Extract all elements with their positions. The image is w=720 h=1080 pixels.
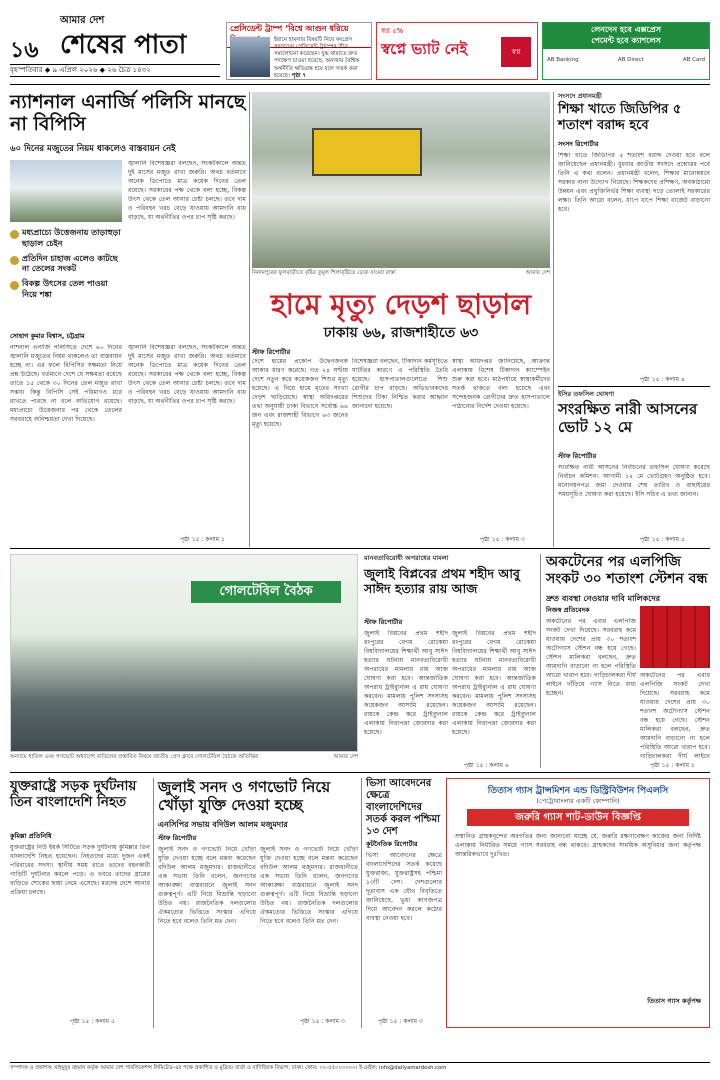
truck-shape (312, 128, 422, 176)
lpg-byline: নিজস্ব প্রতিবেদক (546, 606, 590, 614)
lpg-subhead: দ্রুত ব্যবস্থা নেওয়ার দাবি মালিকদের (546, 594, 661, 603)
masthead-rule (10, 84, 710, 85)
lpg-cylinders-photo (640, 606, 710, 668)
ad-bank-item: AB Banking (547, 57, 579, 63)
lead2-body-col2: বিশেষজ্ঞরা বলছেন, টিকাদান কর্মসূচিতে ঘাটতির কারণে এ পরিস্থিতি তৈরি হয়েছে। হাসপাতালগুলোতে শিশু রোগীর চাপ বাড়ছে। অভিভাবকদের শিশুদের টিকা নিশ্চিত করার আহ্বান জানানো হয়েছে। (352, 358, 448, 410)
ad-vat[interactable] (376, 22, 538, 80)
teaser-page-ref: পৃষ্ঠা ৭ (291, 72, 307, 79)
lead1-photo (10, 160, 122, 222)
gas-company-sub: (পেট্রোবাংলার একটি কোম্পানি) (536, 797, 620, 806)
teaser-headline: প্রেসিডেন্ট ট্রাম্প ‘বিশ্বে আগুন ধরিয়ে (227, 23, 371, 48)
photo1-caption: নিনামপুরের ফুলবাড়ীতে বৃষ্টির তুমুল শিলাবৃষ্টিতে ঢেকে যাওয়া রাস্তা (252, 270, 396, 276)
col-divider (361, 778, 362, 1028)
section-rule (10, 772, 710, 773)
gas-notice-body: সম্মানিত গ্রাহকবৃন্দের অবগতির জন্য জানানো যাচ্ছে যে, জরুরি রক্ষণাবেক্ষণ কাজের জন্য নির্দিষ্ট এলাকায় নির্ধারিত সময়ে গ্যাস সরবরাহ বন্ধ থাকবে। গ্রাহকদের সাময়িক অসুবিধার জন্য কর্তৃপক্ষ আন্তরিকভাবে দুঃখিত। (455, 833, 701, 859)
ad-bank-item: AB Direct (617, 57, 644, 63)
teaser-photo (230, 37, 270, 77)
lead2-headline[interactable]: হামে মৃত্যু দেড়শ ছাড়াল (270, 288, 532, 321)
brand-title: শেষের পাতা (60, 30, 187, 60)
lead2-subhead: ঢাকায় ৬৬, রাজশাহীতে ৬৩ (323, 325, 479, 341)
roundtable-photo (10, 554, 358, 752)
visa-page-ref[interactable]: পৃষ্ঠা ১৫ : কলাম ৩ (378, 1018, 423, 1025)
lead1-page-ref[interactable]: পৃষ্ঠা ১৫ : কলাম ১ (180, 536, 225, 543)
lead1-subhead: ৬০ দিনের মজুতের নিয়ম ধাকলেও বাস্তবায়ন নেই (10, 144, 176, 154)
page-number: ১৬ (10, 38, 39, 63)
section-rule (558, 386, 710, 387)
lead1-byline: সোহাগ কুমার বিশ্বাস, চট্টগ্রাম (10, 332, 85, 340)
gas-shutdown-ad[interactable] (446, 778, 710, 1028)
lead1-headline[interactable]: ন্যাশনাল এনার্জি পলিসি মানছে না বিপিসি (10, 91, 246, 135)
photo2-credit: আমার দেশ (333, 754, 358, 760)
gas-company: তিতাস গ্যাস ট্রান্সমিশন এন্ড ডিস্ট্রিবিউশন পিএলসি (487, 786, 669, 796)
ad-bank-line1: লেনদেন হবে এক্সপ্রেস (590, 25, 662, 34)
july-page-ref[interactable]: পৃষ্ঠা ১৫ : কলাম ৩ (300, 1018, 345, 1025)
lead1-body-col1: নাশনাল এনার্জি পলিসিতে দেশে ৬০ দিনের জ্বালানি মজুতের নিয়ম থাকলেও তা বাস্তবায়ন হচ্ছে না। এর ফলে বিপিসির সক্ষমতা নিয়ে প্রশ্ন উঠেছে। বর্তমানে দেশে যে সক্ষমতা রয়েছে তাতে ১৫ থেকে ৩০ দিনের তেল মজুত রাখা সম্ভব। কিন্তু বিপিসি সেই পরিমাণও ধরে রাখতে পারছে না বলে অভিযোগ রয়েছে। মধ্যপ্রাচ্যে উত্তেজনার পর থেকে তেলের সরবরাহে অনিশ্চয়তা দেখা দিয়েছে। (10, 344, 122, 423)
ad-bank-line2: পেমেন্ট হবে ক্যাশলেস (591, 35, 661, 45)
col-divider (249, 92, 250, 547)
mid1-headline[interactable]: জুলাই বিপ্লবের প্রথম শহীদ আবু সাঈদ হত্যার রায় আজ (364, 566, 520, 596)
col-divider (540, 554, 541, 768)
lead2-page-ref[interactable]: পৃষ্ঠা ১৫ : কলাম ৩ (480, 536, 525, 543)
hailstorm-photo (252, 92, 550, 268)
visa-body: ভিসা আবেদনের ক্ষেত্রে বাংলাদেশিদের সতর্ক করেছে যুক্তরাজ্য, যুক্তরাষ্ট্রসহ পশ্চিমা ১৩টি দেশ। দেশগুলোর দূতাবাস এক যৌথ বিবৃতিতে জানিয়েছে, ভুয়া কাগজপত্র দিয়ে আবেদন করলে কঠোর ব্যবস্থা নেওয়া হবে। (366, 852, 442, 922)
gas-notice-title: জরুরি গ্যাস শাট-ডাউন বিজ্ঞপ্তি (467, 809, 689, 827)
july-body-col1: জুলাই সনদ ও গণভোট নিয়ে খোঁড়া যুক্তি দেওয়া হচ্ছে বলে মন্তব্য করেছেন বদিউল আলম মজুমদার। রাজধানীতে এক সভায় তিনি বলেন, জনগণের আকাঙ্ক্ষা বাস্তবায়নে জুলাই সনদ গুরুত্বপূর্ণ। এটি নিয়ে বিভ্রান্তি ছড়ানো উচিত নয়। রাজনৈতিক দলগুলোর ঐকমত্যের ভিত্তিতে সংস্কার এগিয়ে নিতে হবে বলেও তিনি মত দেন। (158, 846, 256, 925)
us-body: যুক্তরাষ্ট্রের নিউ ইয়র্ক সিটিতে সড়ক দুর্ঘটনায় কুমিল্লার তিন বাংলাদেশি নিহত হয়েছেন। নিহতদের মধ্যে দুজন একই পরিবারের সদস্য। স্থানীয় সময় রাতে তাদের বহনকারী গাড়িটি দুর্ঘটনার কবলে পড়ে। এ খবরে তাদের গ্রামের বাড়িতে শোকের ছায়া নেমে এসেছে। মরদেহ দেশে আনার প্রক্রিয়া চলছে। (10, 844, 150, 896)
july-headline[interactable]: জুলাই সনদ ও গণভোট নিয়ে খোঁড়া যুক্তি দেওয়া হচ্ছে (158, 778, 331, 814)
ad-vat-line2: স্বপ্নে ভ্যাট নেই (381, 40, 468, 58)
ad-bank[interactable] (542, 22, 710, 80)
right1-byline: সংসদ রিপোর্টার (558, 140, 599, 148)
mid1-body-col1: জুলাই বিপ্লবের প্রথম শহীদ রংপুরের বেগম রোকেয়া বিশ্ববিদ্যালয়ের শিক্ষার্থী আবু সাঈদ হত্যার ঘটনায় মানবতাবিরোধী অপরাধের মামলার রায় আজ ঘোষণা করা হবে। আন্তর্জাতিক অপরাধ ট্রাইব্যুনাল এ রায় ঘোষণা করবেন। মামলায় পুলিশ সদস্যসহ কয়েকজন আসামি রয়েছেন। রায়কে কেন্দ্র করে ট্রাইব্যুনাল এলাকায় নিরাপত্তা জোরদার করা হয়েছে। (364, 630, 448, 736)
ad-vat-line1: স্বপ্ন ৫% (381, 27, 404, 35)
right2-kicker: ইসির তফসিল ঘোষণা (558, 390, 615, 398)
right1-page-ref[interactable]: পৃষ্ঠা ১৫ : কলাম ৪ (640, 376, 685, 383)
roundtable-banner: গোলটেবিল বৈঠক (191, 581, 341, 603)
lpg-body-col2: অকটেনের পর এবার এলপিজি সংকট দেখা দিয়েছে। সরবরাহ কমে যাওয়ায় দেশের প্রায় ৩০ শতাংশ অটোগ্যাস স্টেশন বন্ধ হয়ে গেছে। স্টেশন মালিকরা বলছেন, দ্রুত আমদানি বাড়ানো না হলে পরিস্থিতি আরো খারাপ হবে। গাড়িচালকরা দীর্ঘ লাইনে (640, 672, 710, 760)
right1-body: শিক্ষা খাতে জিডিপির ৫ শতাংশ বরাদ্দ দেওয়া হবে বলে জানিয়েছেন প্রধানমন্ত্রী। বুধবার জাতীয় সংসদে প্রশ্নোত্তর পর্বে তিনি এ কথা বলেন। প্রধানমন্ত্রী বলেন, শিক্ষার মানোন্নয়নে সরকার নানা উদ্যোগ নিয়েছে। শিক্ষকদের প্রশিক্ষণ, অবকাঠামো উন্নয়ন এবং প্রযুক্তিনির্ভর শিক্ষা ব্যবস্থা গড়ে তোলাই সরকারের লক্ষ্য। তিনি আরো বলেন, ধাপে ধাপে শিক্ষা বাজেট বাড়ানো হবে। (558, 152, 710, 213)
ad-vat-badge: স্বপ্ন (501, 37, 531, 67)
lead2-byline: স্টাফ রিপোর্টার (252, 348, 291, 356)
us-byline: কুমিল্লা প্রতিনিধি (10, 832, 52, 840)
july-body-col2: জুলাই সনদ ও গণভোট নিয়ে খোঁড়া যুক্তি দেওয়া হচ্ছে বলে মন্তব্য করেছেন বদিউল আলম মজুমদার। রাজধানীতে এক সভায় তিনি বলেন, জনগণের আকাঙ্ক্ষা বাস্তবায়নে জুলাই সনদ গুরুত্বপূর্ণ। এটি নিয়ে বিভ্রান্তি ছড়ানো উচিত নয়। রাজনৈতিক দলগুলোর ঐকমত্যের ভিত্তিতে সংস্কার এগিয়ে নিতে হবে বলেও তিনি মত দেন। (260, 846, 358, 925)
right1-headline[interactable]: শিক্ষা খাতে জিডিপির ৫ শতাংশ বরাদ্দ হবে (558, 102, 682, 133)
photo1-credit: আমার দেশ (525, 270, 550, 276)
brand-small: আমার দেশ (60, 15, 105, 26)
us-headline[interactable]: যুক্তরাষ্ট্রে সড়ক দুর্ঘটনায় তিন বাংলাদেশি নিহত (10, 778, 137, 811)
mid1-body-col2: জুলাই বিপ্লবের প্রথম শহীদ রংপুরের বেগম রোকেয়া বিশ্ববিদ্যালয়ের শিক্ষার্থী আবু সাঈদ হত্যার ঘটনায় মানবতাবিরোধী অপরাধের মামলার রায় আজ ঘোষণা করা হবে। আন্তর্জাতিক অপরাধ ট্রাইব্যুনাল এ রায় ঘোষণা করবেন। মামলায় পুলিশ সদস্যসহ কয়েকজন আসামি রয়েছেন। রায়কে কেন্দ্র করে ট্রাইব্যুনাল এলাকায় নিরাপত্তা জোরদার করা হয়েছে। (452, 630, 536, 736)
ad-bank-item: AB Card (682, 57, 705, 63)
right2-body: সংরক্ষিত নারী আসনের নির্বাচনের তফসিল ঘোষণা করেছে নির্বাচন কমিশন। আগামী ১২ মে ভোটগ্রহণ অনুষ্ঠিত হবে। মনোনয়নপত্র জমা দেওয়ার শেষ তারিখ ও বাছাইয়ের সময়সূচিও ঘোষণা করা হয়েছে। ইসি সচিব এ তথ্য জানান। (558, 464, 710, 498)
july-subhead: এনসিপির সভায় বদিউল আলম মজুমদার (158, 820, 288, 829)
lead2-body-col1: দেশে হামের প্রকোপ উদ্বেগজনক আকার ধারণ করেছে। গত ২৪ ঘণ্টায় দেশে নতুন করে কয়েকজন শিশুর মৃত্যু হয়েছে। এ নিয়ে হামে মৃতের সংখ্যা দেড়শ ছাড়িয়েছে। স্বাস্থ্য অধিদপ্তরের তথ্য অনুযায়ী ঢাকা বিভাগে সর্বোচ্চ ৬৬ জন এবং রাজশাহী বিভাগে ৬৩ জনের মৃত্যু হয়েছে। (252, 358, 348, 428)
lead1-bullets (10, 228, 122, 305)
bullet-item: বিকল্প উৎসের তেল পাওয়া নিয়ে শঙ্কা (10, 279, 122, 301)
right2-headline[interactable]: সংরক্ষিত নারী আসনের ভোট ১২ মে (558, 400, 698, 436)
us-page-ref[interactable]: পৃষ্ঠা ১৫ : কলাম ৫ (70, 1018, 115, 1025)
col-divider (553, 92, 554, 547)
lead1-body-col3: জ্বালানি বিশেষজ্ঞরা বলছেন, সংকটকালে অন্তত দুই মাসের মজুত রাখা জরুরি। অথচ বর্তমানে অনেক ডিপোতে মাত্র কয়েক দিনের তেল রয়েছে। সরকারের পক্ষ থেকে বলা হচ্ছে, বিকল্প উৎস থেকে তেল আনার চেষ্টা চলছে। তবে দাম ও পরিবহন খরচ বেড়ে যাওয়ায় আমদানি ব্যয় বাড়ছে, যা অর্থনীতির ওপর চাপ সৃষ্টি করছে। (128, 344, 246, 405)
teaser-box[interactable] (226, 22, 372, 80)
right1-kicker: সংসদে প্রধানমন্ত্রী (558, 92, 602, 100)
mid1-byline: স্টাফ রিপোর্টার (364, 618, 403, 626)
right2-page-ref[interactable]: পৃষ্ঠা ১৫ : কলাম ৫ (640, 536, 685, 543)
lead1-body-col2: জ্বালানি বিশেষজ্ঞরা বলছেন, সংকটকালে অন্তত দুই মাসের মজুত রাখা জরুরি। অথচ বর্তমানে অনেক ডিপোতে মাত্র কয়েক দিনের তেল রয়েছে। সরকারের পক্ষ থেকে বলা হচ্ছে, বিকল্প উৎস থেকে তেল আনার চেষ্টা চলছে। তবে দাম ও পরিবহন খরচ বেড়ে যাওয়ায় আমদানি ব্যয় বাড়ছে, যা অর্থনীতির ওপর চাপ সৃষ্টি করছে। (128, 160, 246, 221)
bullet-item: মধ্যপ্রাচ্যে উত্তেজনায় তাড়াহুড়া ছাড়াল চেইন (10, 228, 122, 250)
imprint-footer: সম্পাদক ও প্রকাশক: মাহমুদুর রহমান কর্তৃক আমার দেশ পাবলিকেশন্স লিমিটেড-এর পক্ষে প্রকাশিত ও মুদ্রিত। বার্তা ও বাণিজ্যিক বিভাগ: ঢাকা। ফোন: ০২-৫৫০০০০০০। ই-মেইল: info@dailyamardesh.com (10, 1062, 710, 1072)
right2-byline: স্টাফ রিপোর্টার (558, 452, 597, 460)
july-byline: স্টাফ রিপোর্টার (158, 834, 197, 842)
photo2-caption: অন্যায়ে ধাতিল এবং গণভোট অধ্যাদেশ বাতিলের প্রস্তাবিত বিষয়ে জাতীয় প্রেস ক্লাবে গোলটেবিল বৈঠকে অতিথিরা (10, 754, 259, 760)
col-divider (153, 778, 154, 1028)
bullet-item: প্রতিদিন চাহাজ এলেও কাটছে না তেলের সংকট (10, 254, 122, 276)
lpg-body-col1: অকটেনের পর এবার এলপিজি সংকট দেখা দিয়েছে। সরবরাহ কমে যাওয়ায় দেশের প্রায় ৩০ শতাংশ অটোগ্যাস স্টেশন বন্ধ হয়ে গেছে। স্টেশন মালিকরা বলছেন, দ্রুত আমদানি বাড়ানো না হলে পরিস্থিতি আরো খারাপ হবে। গাড়িচালকরা দীর্ঘ লাইনে দাঁড়িয়ে গ্যাস নিতে বাধ্য হচ্ছেন। (546, 618, 636, 697)
teaser-text: ইরানে হামলার বিষয়টি নিয়ে কংগ্রেস সদস্যদের প্রেসিডেন্ট ট্রাম্পের তীব্র সমালোচনা করেছেন। যুদ্ধ থামাতে দ্রুত পদক্ষেপ চাওয়া হয়েছে, অন্যথায় বৈশ্বিক অর্থনীতি ক্ষতিগ্রস্ত হবে বলে সতর্ক করা হয়েছে। (274, 37, 359, 79)
visa-headline[interactable]: ভিসা আবেদনের ক্ষেত্রে বাংলাদেশিদের সতর্ক করল পশ্চিমা ১৩ দেশ (366, 778, 441, 837)
dateline: বৃহস্পতিবার ◆ ৯ এপ্রিল ২০২৬ ◆ ২৬ চৈত্র ১৪৩২ (10, 64, 220, 77)
mid1-page-ref[interactable]: পৃষ্ঠা ১৫ : কলাম ৬ (464, 762, 509, 769)
section-rule (10, 548, 710, 549)
visa-byline: কূটনৈতিক রিপোর্টার (366, 840, 418, 848)
gas-notice-sign: তিতাস গ্যাস কর্তৃপক্ষ (647, 997, 701, 1006)
lpg-headline[interactable]: অকটেনের পর এলপিজি সংকট ৩০ শতাংশ স্টেশন বন্ধ (546, 554, 708, 587)
mid1-kicker: মানবতাবিরোধী অপরাধের মামলা (364, 554, 449, 562)
lead2-body-col3: স্বাস্থ্য অধিদপ্তর জানিয়েছে, আক্রান্ত এলাকায় বিশেষ টিকাদান ক্যাম্পেইন শুরু করা হবে। মাঠপর্যায়ে স্বাস্থ্যকর্মীদের সতর্ক থাকতে বলা হয়েছে এবং সন্দেহজনক রোগীদের দ্রুত হাসপাতালে পাঠানোর নির্দেশ দেওয়া হয়েছে। (452, 358, 550, 410)
lpg-page-ref[interactable]: পৃষ্ঠা ১৫ : কলাম ১ (650, 762, 695, 769)
